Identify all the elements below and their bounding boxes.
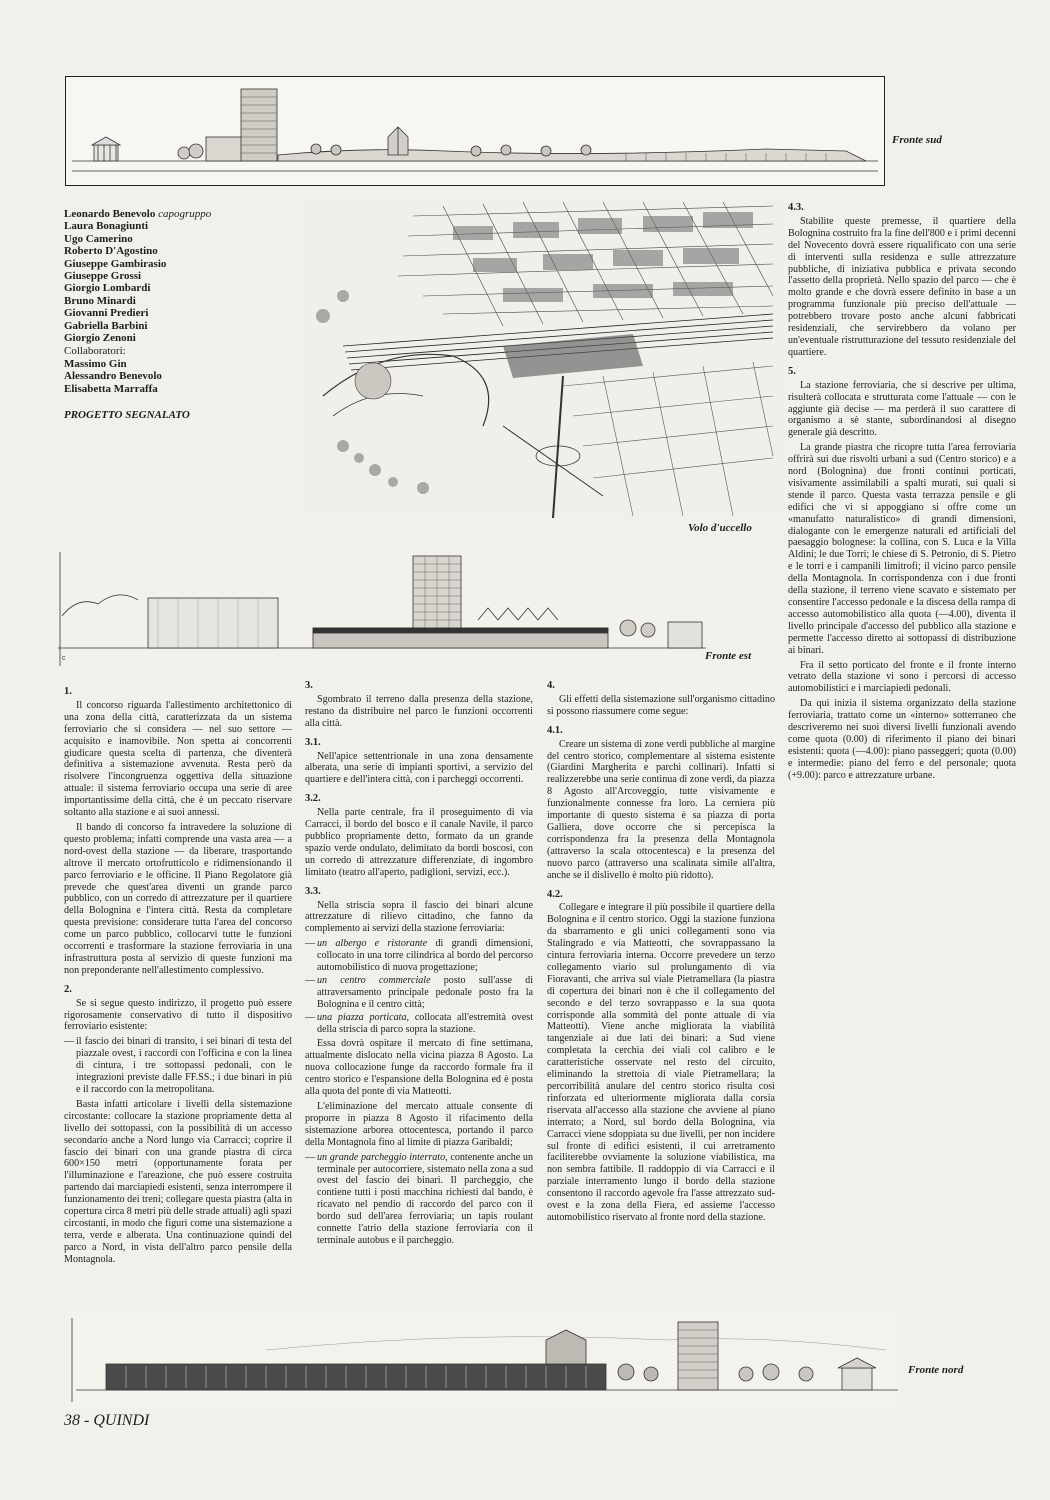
list-item	[305, 1012, 533, 1036]
credit-member: Ugo Camerino	[64, 232, 133, 245]
paragraph: Nella parte centrale, fra il proseguimento di via Carracci, il bordo del bosco e il canale Navile, il parco pubblico propriamente detto, formato da un grande spazio verde ondulato, delimitato da bordi boscosi, con un corredo di attrezzature differenziate, di ingombro limitato (teatro all'aperto, padiglioni, servizi, ecc.).	[305, 807, 533, 878]
paragraph: La stazione ferroviaria, che si descrive per ultima, risulterà collocata e strutturata come l'attuale — con le aggiunte già decise — ma perderà il suo carattere di organismo a sè stante, subordinandosi al disegno generale già descritto.	[788, 379, 1016, 439]
credit-member: Giovanni Predieri	[64, 307, 149, 320]
paragraph: Il concorso riguarda l'allestimento architettonico di una zona della città, caratterizzata da un sistema ferroviario che si considera — nel suo settore — acquisito e inamovibile. Non spetta ai concorrenti giudicare questa scelta di partenza, che diventerà definitiva a sistemazione avvenuta. Resta però da risolvere l'incongruenza oggettiva della situazione attuale: il sistema ferroviario occupa una serie di aree importantissime della città, che è un peccato riservare soltanto alla stazione e ai suoi annessi.	[64, 699, 292, 819]
paragraph: Gli effetti della sistemazione sull'organismo cittadino si possono riassumere come segue:	[547, 693, 775, 717]
list-item	[305, 938, 533, 974]
section-heading: 3.	[305, 680, 313, 691]
section-heading: 2.	[64, 983, 72, 995]
text-column-2	[305, 680, 533, 1250]
credit-member: Giuseppe Gambirasio	[64, 257, 167, 270]
section-heading: 4.3.	[788, 202, 804, 213]
section-heading: 1.	[64, 686, 72, 697]
paragraph: La grande piastra che ricopre tutta l'area ferroviaria offrirà sui due risvolti urbani a sud (Centro storico) e a nord (Bolognina) due fronti continui porticati, visivamente assimilabili a spalti murati, sui quali si stende il parco. Questa vasta terrazza pensile e gli edifici che vi si appoggiano si offre come un «manufatto naturalistico» di grandi dimensioni, dialogante con le emergenze naturali ed artificiali del paesaggio bolognese: la collina, con S. Luca e la Villa Aldini; le due Torri; le chiese di S. Petronio, di S. Pietro e le torri e i campanili limitrofi; il vicino parco pensile della Montagnola. In corrispondenza con i due fronti della stazione, il terreno viene scavato e sistemato per consentire l'accesso pedonale e la discesa della rampa di accesso automobilistico alla quota (—4.00), diventa il livello principale d'accesso del pubblico alla stazione e permette l'accesso diretto ai sottopassi di distribuzione ai binari.	[788, 442, 1016, 656]
list-text: , collocata all'estremità ovest della striscia di parco sopra la stazione.	[317, 1011, 534, 1035]
caption-fronte-sud: Fronte sud	[892, 134, 942, 146]
north-elevation-drawing	[66, 1310, 898, 1408]
emphasis: un albergo e ristorante	[317, 938, 428, 950]
project-status: PROGETTO SEGNALATO	[64, 409, 190, 422]
project-credits	[64, 208, 294, 422]
caption-fronte-nord: Fronte nord	[908, 1364, 964, 1376]
aerial-view-drawing	[303, 196, 783, 518]
section-heading: 4.	[547, 680, 555, 691]
text-column-1	[64, 686, 292, 1269]
caption-volo-uccello: Volo d'uccello	[688, 522, 752, 534]
text-column-4	[788, 202, 1016, 785]
credit-leader	[64, 208, 294, 220]
paragraph: Creare un sistema di zone verdi pubbliche al margine del centro storico, complementare al sistema esistente (Giardini Margherita e parchi collinari). Infatti si realizzerebbe una serie continua di zone verdi, da piazza 8 Agosto all'Arcoveggio, tutte visivamente e funzionalmente connesse fra loro. La cerniera più importante di questo sistema è sa piazza di porta Galliera, dove occorre che si percepisca la corrispondenza fra la presenza della Montagnola (attraverso la scala ottocentesca) e la presenza del nuovo parco (attraverso una scalinata simile all'altra, anche se il dislivello è molto più ridotto).	[547, 738, 775, 881]
list-item	[305, 1152, 533, 1247]
paragraph: Se si segue questo indirizzo, il progetto può essere rigorosamente conservativo di tutto il dispositivo ferroviario esistente:	[64, 997, 292, 1033]
credit-member: Giorgio Zenoni	[64, 332, 136, 345]
list-text: , contenente anche un terminale per autocorriere, sistemato nella zona a sud ovest del fascio dei binari. Il parcheggio, che contiene tutti i posti macchina richiesti dal bando, è ricavato nel pendio di raccordo del parco con il bordo sud dell'area ferroviaria; un tapis roulant connette l'atrio della stazione ferroviaria con il terminale autobus e il parcheggio.	[317, 1151, 533, 1246]
caption-fronte-est: Fronte est	[705, 650, 752, 662]
list-item	[305, 975, 533, 1011]
paragraph: Da qui inizia il sistema organizzato della stazione ferroviaria, trattato come un «interno» sotterraneo che descriveremo nei suoi diversi livelli funzionali avendo come quota (0.00) di riferimento il piano dei binari esistenti: quota (—4.00): piano passeggeri; quota (0.00) e intermedie: piano del ferro e del personale; quota (+9.00): parco e attrezzature urbane.	[788, 698, 1016, 781]
paragraph: Collegare e integrare il più possibile il quartiere della Bolognina e il centro storico. Oggi la stazione funziona da sbarramento e gli unici collegamenti sono via Stalingrado e via Matteotti, che sovrappassano la cintura ferroviaria interna. Occorre prevedere un terzo collegamento viario sul prolungamento di via Fioravanti, che arriva sul viale Pietramellara (la piastra di copertura dei binari non è che il collegamento del secondo e del terzo sovrappasso e la sua quota corrisponde alla sommità del ponte attuale di via Matteotti). Viene anche migliorata la viabilità tangenziale ai due lati dei binari: a Sud viene completata la cerchia dei viali col calibro e le caratteristiche osservate nel resto del circuito, eliminando la strettoia di viale Pietramellara; la percorribilità anulare del centro storico risulta così rinforzata ed ulteriormente migliorata dalla corsia riservata all'accesso alla stazione che avviene al piano interrato; a Nord, sul bordo della Bolognina, via Carracci viene sdoppiata su due livelli, per non incidere sul fronte di edifici esistenti, il cui arretramento faciliterebbe ovviamente la soluzione viabilistica, ma non sembra fattibile. Il raddoppio di via Carracci e il parziale interramento lungo il bordo della stazione consentono il raccordo agevole fra l'asse attrezzato sud-ovest e la zona della Fiera, ed assieme l'accesso automobilistico riservato al fronte nord della stazione.	[547, 902, 775, 1223]
paragraph: Essa dovrà ospitare il mercato di fine settimana, attualmente dislocato nella vicina piazza 8 Agosto. La nuova collocazione funge da raccordo formale fra il centro storico e l'espansione della Bolognina ed è posta alla quota del ponte di via Matteotti.	[305, 1038, 533, 1098]
section-heading: 3.1.	[305, 736, 321, 748]
credit-member: Giuseppe Grossi	[64, 270, 142, 283]
collaborator: Alessandro Benevolo	[64, 370, 162, 383]
section-heading: 5.	[788, 365, 796, 377]
bullet-list	[305, 1152, 533, 1247]
list-text: posto sull'asse di attraversamento principale pedonale posto fra la Bolognina e il centro città;	[317, 974, 533, 1010]
paragraph: Stabilite queste premesse, il quartiere della Bolognina costruito fra la fine dell'800 e i primi decenni del Novecento dovrà essere riqualificato con una serie di interventi sulla residenza e sulle attrezzature pubbliche, di iniziativa pubblica e privata secondo l'assetto della proprietà. Nello spazio del parco — che è molto grande e che dovrà essere definito in base a un programma funzionale più preciso dell'attuale — potrebbero trovare posto anche alcuni fabbricati residenziali, che servirebbero da volano per un'eventuale ristrutturazione del tessuto residenziale del quartiere.	[788, 215, 1016, 358]
emphasis: una piazza porticata	[317, 1011, 407, 1023]
paragraph: L'eliminazione del mercato attuale consente di proporre in piazza 8 Agosto il rifacimento della sistemazione arborea ottocentesca, portando il parco della Montagnola fino al limite di piazza Garibaldi;	[305, 1101, 533, 1148]
bullet-list	[64, 1036, 292, 1096]
south-elevation-frame	[65, 76, 885, 186]
emphasis: un grande parcheggio interrato	[317, 1151, 446, 1163]
collaborators-label: Collaboratori:	[64, 345, 126, 358]
paragraph: Basta infatti articolare i livelli della sistemazione circostante: collocare la stazione propriamente detta al livello dei sottopassi, con la possibilità di un accesso secondario anche a Nord lungo via Carracci; coprire il fascio dei binari con una grande piastra di circa 600×150 metri (opportunamente forata per l'illuminazione e l'areazione, che può essere costruita partendo dai marciapiedi esistenti, senza interrompere il funzionamento dei treni; collegare questa piastra (alta in copertura circa 8 metri più delle strade attuali) agli spazi circostanti, in modo che figuri come una sistemazione a terra, verde e alberata. Una continuazione quindi del parco a Nord, in vista dell'altro parco pensile della Montagnola.	[64, 1098, 292, 1265]
collaborator: Elisabetta Marraffa	[64, 382, 158, 395]
credit-member: Gabriella Barbini	[64, 319, 148, 332]
paragraph: Il bando di concorso fa intravedere la soluzione di questo problema; infatti comprende una vasta area — a nord-ovest della stazione — da liberare, trasportando altrove il mercato ortofrutticolo e ridimensionando il parco ferroviario e le officine. Il Piano Regolatore già prevede che quest'area diventi un grande parco pubblico, con un corredo di attrezzature per il quartiere della Bolognina e l'intera città. Resta da completare questa previsione: considerare tutta l'area del concorso come un parco pubblico, collocarvi tutte le funzioni occorrenti e trasformare la stazione ferroviaria in una infrastruttura posta al servizio di queste funzioni ma non preponderante nell'allestimento complessivo.	[64, 821, 292, 976]
page-folio: 38 - QUINDI	[64, 1412, 150, 1429]
collaborator: Massimo Gin	[64, 357, 127, 370]
paragraph: Fra il setto porticato del fronte e il fronte interno vetrato della stazione vi sono i percorsi di accesso automobilistici e i marciapiedi pedonali.	[788, 659, 1016, 695]
section-heading: 3.3.	[305, 885, 321, 897]
section-heading: 4.1.	[547, 724, 563, 736]
credit-member: Giorgio Lombardi	[64, 282, 151, 295]
text-column-3	[547, 680, 775, 1227]
credit-member: Roberto D'Agostino	[64, 245, 158, 258]
list-text: di grandi dimensioni, collocato in una torre cilindrica al bordo del percorso automobilistico di nuova progettazione;	[317, 938, 533, 974]
east-elevation-drawing	[58, 548, 706, 670]
credit-member: Laura Bonagiunti	[64, 220, 149, 233]
credit-member: Bruno Minardi	[64, 294, 136, 307]
paragraph: Nell'apice settentrionale in una zona densamente alberata, una serie di impianti sportivi, a servizio del quartiere e dell'intera città, con i parcheggi occorrenti.	[305, 750, 533, 786]
svg-text:c: c	[62, 655, 66, 662]
section-heading: 4.2.	[547, 888, 563, 900]
bullet-list	[305, 938, 533, 1035]
section-heading: 3.2.	[305, 793, 321, 805]
emphasis: un centro commerciale	[317, 974, 431, 986]
list-item: — il fascio dei binari di transito, i sei binari di testa del piazzale ovest, i raccordi con l'officina e con la linea di cintura, i tre sottopassi pedonali, con le integrazioni previste dalle FF.SS.; i due binari in più e il raccordo con la metropolitana.	[64, 1036, 292, 1096]
south-elevation-drawing	[66, 77, 884, 185]
credit-leader-role: capogruppo	[158, 208, 212, 220]
paragraph: Sgombrato il terreno dalla presenza della stazione, restano da distribuire nel parco le funzioni occorrenti alla città.	[305, 693, 533, 729]
paragraph: Nella striscia sopra il fascio dei binari alcune attrezzature di rilievo cittadino, che fanno da complemento ai servizi della stazione ferroviaria:	[305, 899, 533, 935]
credit-leader-name: Leonardo Benevolo	[64, 208, 156, 220]
